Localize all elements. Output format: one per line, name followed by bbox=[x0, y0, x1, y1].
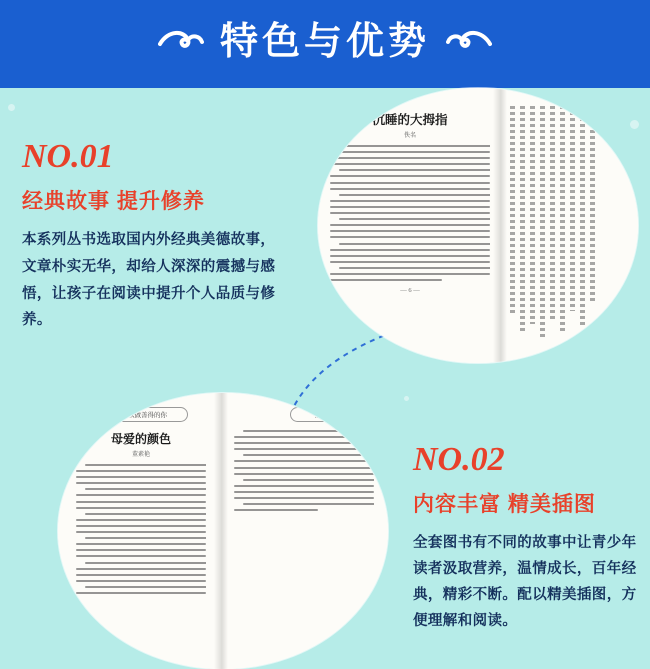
section-caption-right: 感悟美好 bbox=[290, 407, 366, 422]
feature-block-2 bbox=[413, 443, 638, 634]
text-lines bbox=[330, 145, 490, 281]
vertical-text-columns bbox=[510, 106, 630, 351]
feature-headline-2: 内容丰富 精美插图 bbox=[413, 493, 596, 516]
story-title-top: 沉睡的大拇指 bbox=[372, 113, 448, 127]
feature-number-2: NO.02 bbox=[413, 441, 505, 478]
book-right-page-top bbox=[510, 88, 630, 363]
swirl-ornament-right-icon bbox=[446, 28, 492, 60]
page-title: 特色与优势 bbox=[219, 21, 430, 63]
decor-dot bbox=[404, 396, 409, 401]
story-author-bottom: 董素艳 bbox=[131, 452, 150, 458]
feature-body-2: 全套图书有不同的故事中让青少年读者汲取营养，温情成长，百年经典，精彩不断。配以精美插图，方便理解和阅读。 bbox=[413, 535, 637, 630]
book-left-page-top bbox=[330, 88, 490, 363]
book-right-page-bottom bbox=[234, 393, 374, 669]
story-title-bottom: 母爱的颜色 bbox=[110, 432, 171, 446]
section-caption-left: 你可以做善得的你 bbox=[94, 407, 188, 422]
text-lines bbox=[76, 464, 206, 594]
swirl-ornament-left-icon bbox=[158, 28, 204, 60]
page-number-top: — 6 — bbox=[400, 287, 420, 295]
feature-block-1 bbox=[22, 140, 277, 334]
story-author-top: 佚名 bbox=[403, 133, 416, 139]
feature-number-1: NO.01 bbox=[22, 138, 114, 175]
book-spread-bottom bbox=[58, 393, 388, 669]
decor-dot bbox=[8, 104, 15, 111]
feature-headline-1: 经典故事 提升修养 bbox=[22, 190, 205, 213]
book-left-page-bottom bbox=[76, 393, 206, 669]
header-banner bbox=[0, 0, 650, 88]
text-lines bbox=[234, 430, 374, 511]
book-spread-top bbox=[318, 88, 638, 363]
feature-body-1: 本系列丛书选取国内外经典美德故事，文章朴实无华，却给人深深的震撼与感悟，让孩子在阅读中提升个人品质与修养。 bbox=[22, 232, 276, 329]
